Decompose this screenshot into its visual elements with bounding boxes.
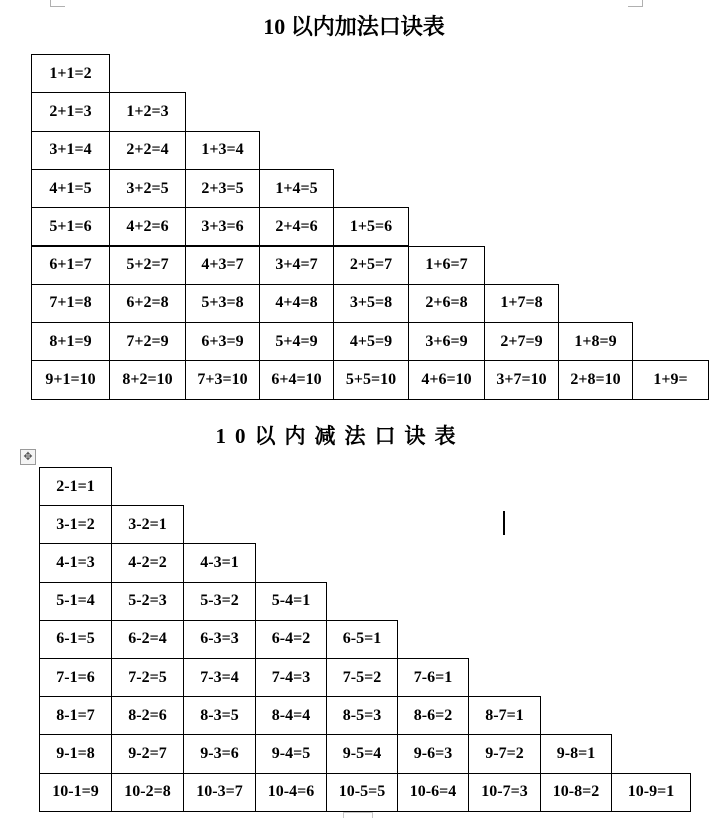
subtraction-cell: 10-4=6 xyxy=(255,773,327,812)
subtraction-cell: 10-2=8 xyxy=(111,773,184,812)
addition-cell: 3+5=8 xyxy=(333,284,409,323)
addition-cell: 1+9= xyxy=(632,360,709,399)
subtraction-cell: 10-8=2 xyxy=(540,773,612,812)
addition-cell: 3+4=7 xyxy=(259,246,334,285)
subtraction-cell: 10-3=7 xyxy=(183,773,256,812)
subtraction-cell: 5-2=3 xyxy=(111,582,184,621)
subtraction-cell: 9-2=7 xyxy=(111,734,184,773)
addition-cell: 1+8=9 xyxy=(558,322,633,361)
subtraction-cell: 9-1=8 xyxy=(39,734,112,773)
addition-cell: 2+7=9 xyxy=(484,322,559,361)
subtraction-cell: 2-1=1 xyxy=(39,467,112,506)
addition-cell: 2+1=3 xyxy=(31,92,110,131)
addition-cell: 1+3=4 xyxy=(185,131,260,170)
addition-cell: 6+1=7 xyxy=(31,246,110,285)
addition-cell: 5+3=8 xyxy=(185,284,260,323)
addition-cell: 4+1=5 xyxy=(31,169,110,208)
subtraction-cell: 5-4=1 xyxy=(255,582,327,621)
addition-cell: 8+2=10 xyxy=(109,360,186,399)
addition-cell: 6+4=10 xyxy=(259,360,334,399)
subtraction-cell: 7-5=2 xyxy=(326,658,398,697)
subtraction-cell: 9-4=5 xyxy=(255,734,327,773)
addition-cell: 1+6=7 xyxy=(408,246,485,285)
addition-cell: 4+5=9 xyxy=(333,322,409,361)
addition-cell: 9+1=10 xyxy=(31,360,110,399)
subtraction-cell: 7-4=3 xyxy=(255,658,327,697)
subtraction-cell: 8-2=6 xyxy=(111,696,184,735)
subtraction-cell: 10-5=5 xyxy=(326,773,398,812)
subtraction-cell: 8-6=2 xyxy=(397,696,469,735)
subtraction-cell: 4-3=1 xyxy=(183,543,256,582)
addition-cell: 2+6=8 xyxy=(408,284,485,323)
addition-cell: 3+2=5 xyxy=(109,169,186,208)
addition-cell: 3+6=9 xyxy=(408,322,485,361)
addition-cell: 7+2=9 xyxy=(109,322,186,361)
addition-cell: 5+1=6 xyxy=(31,207,110,246)
addition-cell: 4+4=8 xyxy=(259,284,334,323)
addition-cell: 4+6=10 xyxy=(408,360,485,399)
page-corner-mark-right xyxy=(628,0,643,7)
addition-cell: 3+7=10 xyxy=(484,360,559,399)
subtraction-cell: 3-1=2 xyxy=(39,505,112,544)
addition-cell: 2+5=7 xyxy=(333,246,409,285)
subtraction-cell: 8-7=1 xyxy=(468,696,541,735)
subtraction-cell: 6-5=1 xyxy=(326,620,398,659)
addition-cell: 3+3=6 xyxy=(185,207,260,246)
subtraction-table-title: 10以内减法口诀表 xyxy=(215,424,465,448)
addition-cell: 2+4=6 xyxy=(259,207,334,246)
addition-cell: 1+5=6 xyxy=(333,207,409,246)
table-move-handle-icon[interactable]: ✥ xyxy=(20,449,36,465)
addition-cell: 1+7=8 xyxy=(484,284,559,323)
subtraction-cell: 9-5=4 xyxy=(326,734,398,773)
page-corner-mark-left xyxy=(50,0,65,7)
subtraction-cell: 10-1=9 xyxy=(39,773,112,812)
subtraction-cell: 5-1=4 xyxy=(39,582,112,621)
addition-cell: 5+4=9 xyxy=(259,322,334,361)
subtraction-cell: 7-6=1 xyxy=(397,658,469,697)
addition-table-title: 10 以内加法口诀表 xyxy=(263,14,445,39)
subtraction-cell: 6-4=2 xyxy=(255,620,327,659)
subtraction-cell: 10-6=4 xyxy=(397,773,469,812)
subtraction-cell: 7-2=5 xyxy=(111,658,184,697)
subtraction-cell: 4-2=2 xyxy=(111,543,184,582)
text-cursor xyxy=(503,511,505,535)
addition-cell: 5+2=7 xyxy=(109,246,186,285)
addition-cell: 4+3=7 xyxy=(185,246,260,285)
addition-cell: 4+2=6 xyxy=(109,207,186,246)
addition-cell: 1+1=2 xyxy=(31,54,110,93)
addition-cell: 6+2=8 xyxy=(109,284,186,323)
addition-cell: 2+3=5 xyxy=(185,169,260,208)
subtraction-cell: 9-6=3 xyxy=(397,734,469,773)
subtraction-cell: 6-3=3 xyxy=(183,620,256,659)
subtraction-cell: 10-9=1 xyxy=(611,773,691,812)
subtraction-cell: 8-5=3 xyxy=(326,696,398,735)
subtraction-cell: 5-3=2 xyxy=(183,582,256,621)
subtraction-cell: 4-1=3 xyxy=(39,543,112,582)
addition-cell: 2+2=4 xyxy=(109,131,186,170)
addition-cell: 6+3=9 xyxy=(185,322,260,361)
subtraction-cell: 9-8=1 xyxy=(540,734,612,773)
subtraction-cell: 8-3=5 xyxy=(183,696,256,735)
addition-cell: 8+1=9 xyxy=(31,322,110,361)
subtraction-cell: 9-7=2 xyxy=(468,734,541,773)
subtraction-cell: 9-3=6 xyxy=(183,734,256,773)
addition-cell: 1+4=5 xyxy=(259,169,334,208)
subtraction-cell: 10-7=3 xyxy=(468,773,541,812)
addition-cell: 1+2=3 xyxy=(109,92,186,131)
subtraction-cell: 3-2=1 xyxy=(111,505,184,544)
subtraction-cell: 8-1=7 xyxy=(39,696,112,735)
addition-cell: 2+8=10 xyxy=(558,360,633,399)
subtraction-cell: 6-2=4 xyxy=(111,620,184,659)
subtraction-cell: 7-3=4 xyxy=(183,658,256,697)
page-bottom-mark xyxy=(343,812,373,818)
addition-cell: 7+3=10 xyxy=(185,360,260,399)
addition-cell: 3+1=4 xyxy=(31,131,110,170)
addition-cell: 5+5=10 xyxy=(333,360,409,399)
subtraction-cell: 7-1=6 xyxy=(39,658,112,697)
subtraction-cell: 6-1=5 xyxy=(39,620,112,659)
addition-cell: 7+1=8 xyxy=(31,284,110,323)
subtraction-cell: 8-4=4 xyxy=(255,696,327,735)
